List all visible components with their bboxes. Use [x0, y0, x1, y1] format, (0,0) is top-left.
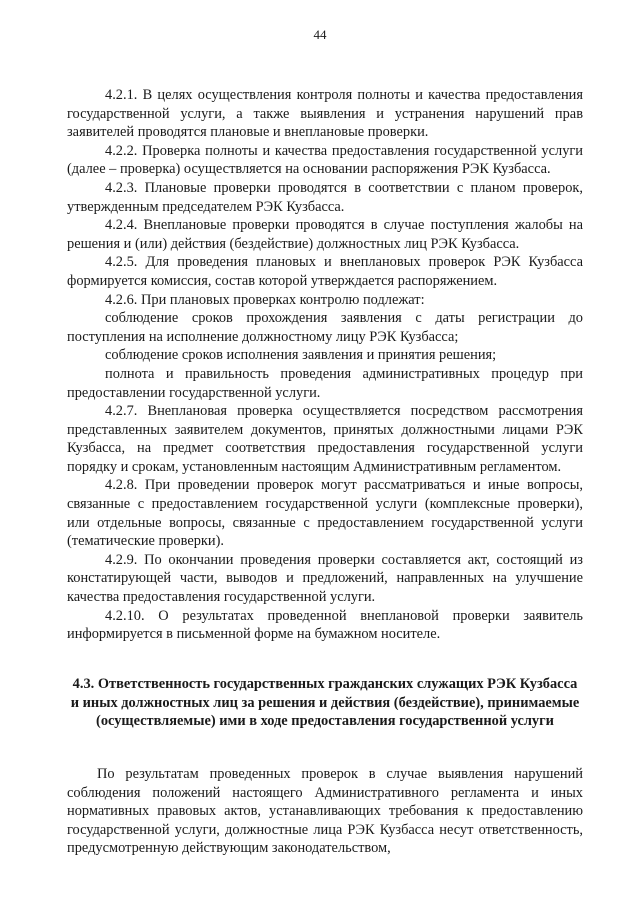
section-4-3-heading: 4.3. Ответственность государственных гражданских служащих РЭК Кузбасса и иных должностных лиц за решения и действия (бездействие), принимаемые (осуществляемые) ими в ходе предоставления государственной услуги [70, 676, 580, 730]
paragraph-4-2-5: 4.2.5. Для проведения плановых и внеплановых проверок РЭК Кузбасса формируется комиссия, состав которой утверждается распоряжением. [67, 254, 583, 289]
paragraph-4-2-4: 4.2.4. Внеплановые проверки проводятся в случае поступления жалобы на решения и (или) действия (бездействие) должностных лиц РЭК Кузбасса. [67, 217, 583, 252]
section-4-2-body [67, 86, 583, 644]
control-item-execution-terms: соблюдение сроков исполнения заявления и принятия решения; [105, 347, 497, 364]
closing-paragraph: По результатам проведенных проверок в случае выявления нарушений соблюдения положений настоящего Административного регламента и иных нормативных правовых актов, устанавливающих требования к предоставлению государственной услуги, должностные лица РЭК Кузбасса несут ответственность, предусмотренную действующим законодательством, [67, 766, 583, 857]
control-item-registration-terms: соблюдение сроков прохождения заявления с даты регистрации до поступления на исполнение должностному лицу РЭК Кузбасса; [67, 310, 583, 345]
control-item-procedures: полнота и правильность проведения административных процедур при предоставлении государственной услуги. [67, 365, 583, 401]
paragraph-4-2-10: 4.2.10. О результатах проведенной внеплановой проверки заявитель информируется в письменной форме на бумажном носителе. [67, 607, 583, 643]
page-number: 44 [313, 27, 327, 42]
paragraph-4-2-8: 4.2.8. При проведении проверок могут рассматриваться и иные вопросы, связанные с предоставлением государственной услуги (комплексные проверки), или отдельные вопросы, связанные с предоставлением государственной услуги (тематические проверки). [67, 477, 583, 550]
paragraph-4-2-3: 4.2.3. Плановые проверки проводятся в соответствии с планом проверок, утвержденным председателем РЭК Кузбасса. [67, 179, 583, 215]
paragraph-4-2-7: 4.2.7. Внеплановая проверка осуществляется посредством рассмотрения представленных заявителем документов, принятых должностными лицами РЭК Кузбасса, на предмет соответствия предоставления государственной услуги порядку и срокам, установленным настоящим Административным регламентом. [67, 403, 583, 475]
section-4-3-body [67, 765, 583, 858]
paragraph-4-2-2: 4.2.2. Проверка полноты и качества предоставления государственной услуги (далее – проверка) осуществляется на основании распоряжения РЭК Кузбасса. [67, 142, 583, 178]
paragraph-4-2-6: 4.2.6. При плановых проверках контролю подлежат: [105, 291, 425, 308]
paragraph-4-2-9: 4.2.9. По окончании проведения проверки составляется акт, состоящий из констатирующей части, выводов и предложений, направленных на улучшение качества предоставления государственной услуги. [67, 551, 583, 606]
paragraph-4-2-1: 4.2.1. В целях осуществления контроля полноты и качества предоставления государственной услуги, а также выявления и устранения нарушений прав заявителей проводятся плановые и внеплановые проверки. [67, 87, 583, 141]
